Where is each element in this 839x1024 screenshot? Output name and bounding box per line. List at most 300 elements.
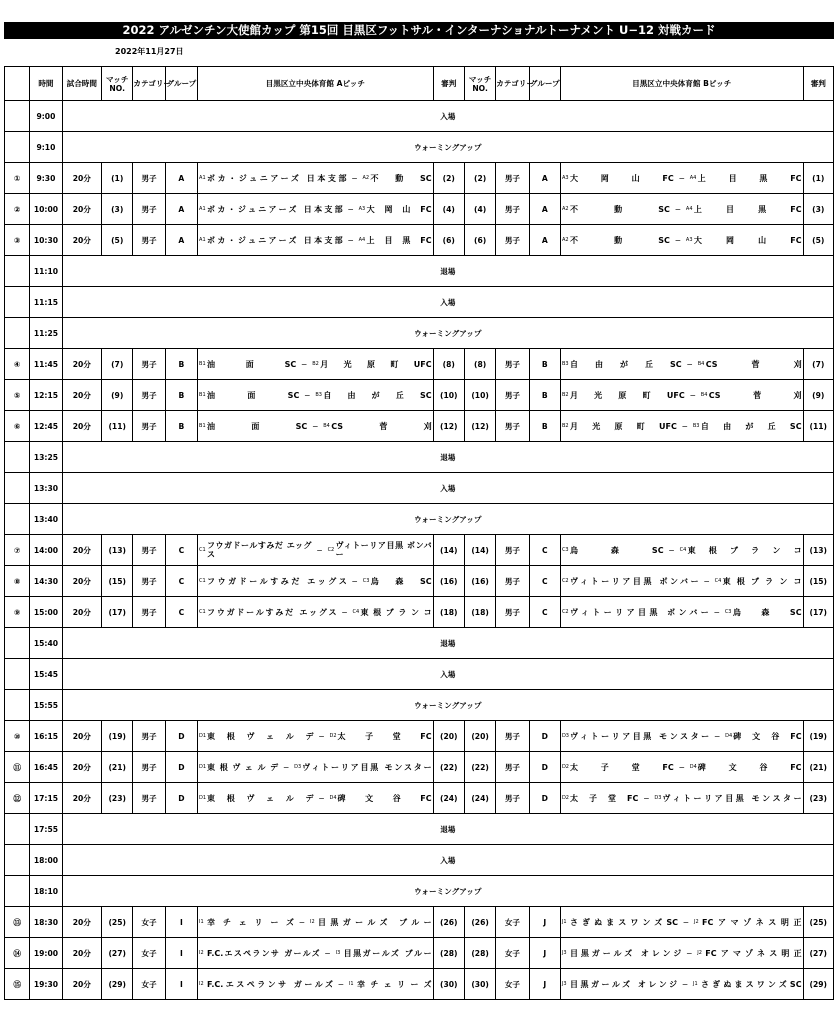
- pairing-b: [560, 907, 803, 938]
- pairing-b-content: [561, 721, 803, 751]
- group-a: A: [165, 225, 197, 256]
- header-referee-b: 審判: [803, 67, 833, 101]
- category-a: 女子: [133, 969, 165, 1000]
- pairing-b-content: [561, 349, 803, 379]
- team-code: D1: [199, 795, 207, 801]
- pairing-a: [198, 194, 434, 225]
- row-time: 15:45: [30, 659, 62, 690]
- row-number: ⑬: [5, 907, 30, 938]
- referee-a: (4): [433, 194, 464, 225]
- row-time: 18:10: [30, 876, 62, 907]
- category-a: 男子: [133, 721, 165, 752]
- versus-dash: −: [301, 359, 308, 369]
- row-number: [5, 473, 30, 504]
- team-code: C2: [327, 547, 335, 553]
- pairing-a: [198, 783, 434, 814]
- category-a: 男子: [133, 380, 165, 411]
- group-b: A: [529, 225, 560, 256]
- row-time: 17:55: [30, 814, 62, 845]
- versus-dash: −: [713, 731, 721, 741]
- away-team: 大岡山FC: [366, 204, 432, 214]
- match-no-a: (7): [102, 349, 133, 380]
- team-code: A3: [561, 175, 569, 181]
- home-team: 目黒ガールズ オレンジ: [569, 948, 682, 958]
- event-label: 退場: [62, 628, 833, 659]
- group-b: C: [529, 597, 560, 628]
- referee-b: (21): [803, 752, 833, 783]
- pairing-a: [198, 597, 434, 628]
- match-no-a: (21): [102, 752, 133, 783]
- event-label: 入場: [62, 845, 833, 876]
- referee-a: (24): [433, 783, 464, 814]
- referee-b: (1): [803, 163, 833, 194]
- row-time: 16:15: [30, 721, 62, 752]
- match-row: [5, 566, 834, 597]
- home-team: さぎぬまスワンズSC: [569, 917, 678, 927]
- category-b: 男子: [496, 721, 529, 752]
- home-team: ヴィトーリア目黒 ボンバー: [569, 576, 699, 586]
- category-b: 女子: [496, 907, 529, 938]
- category-b: 男子: [496, 163, 529, 194]
- match-duration: 20分: [62, 783, 101, 814]
- match-duration: 20分: [62, 721, 101, 752]
- team-code: C1: [199, 578, 206, 584]
- pairing-a-content: [198, 349, 433, 379]
- row-number: [5, 442, 30, 473]
- team-code: J1: [693, 981, 698, 987]
- team-code: C4: [714, 578, 722, 584]
- team-code: C1: [199, 609, 206, 615]
- referee-a: (14): [433, 535, 464, 566]
- match-duration: 20分: [62, 938, 101, 969]
- event-label: ウォーミングアップ: [62, 318, 833, 349]
- event-label: 退場: [62, 814, 833, 845]
- group-a: I: [165, 907, 197, 938]
- referee-b: (9): [803, 380, 833, 411]
- team-code: C2: [561, 578, 569, 584]
- pairing-b: [560, 969, 803, 1000]
- group-b: B: [529, 380, 560, 411]
- team-code: C3: [724, 609, 732, 615]
- match-no-a: (1): [102, 163, 133, 194]
- group-b: D: [529, 752, 560, 783]
- team-code: A1: [199, 237, 206, 243]
- pairing-b-content: [561, 597, 803, 627]
- team-code: B1: [199, 392, 206, 398]
- away-team: ヴィトーリア目黒 モンスター: [662, 793, 802, 803]
- team-code: C2: [561, 609, 569, 615]
- match-no-b: (24): [464, 783, 495, 814]
- pairing-b: [560, 566, 803, 597]
- pairing-b-content: [561, 752, 803, 782]
- referee-b: (17): [803, 597, 833, 628]
- away-team: 上目黒FC: [697, 173, 802, 183]
- row-number: [5, 504, 30, 535]
- versus-dash: −: [347, 204, 354, 214]
- home-team: 月光原町UFC: [569, 390, 685, 400]
- home-team: 不動SC: [569, 204, 670, 214]
- pairing-b: [560, 349, 803, 380]
- home-team: 幸チェリーズ: [207, 917, 294, 927]
- category-a: 男子: [133, 597, 165, 628]
- group-a: B: [165, 349, 197, 380]
- pairing-a-content: [198, 907, 433, 937]
- event-label: 退場: [62, 442, 833, 473]
- referee-b: (15): [803, 566, 833, 597]
- away-team: 烏森SC: [370, 576, 432, 586]
- row-number: [5, 318, 30, 349]
- versus-dash: −: [324, 948, 331, 958]
- versus-dash: −: [643, 793, 650, 803]
- team-code: A1: [199, 206, 206, 212]
- away-team: 月光原町UFC: [320, 359, 432, 369]
- pairing-b-content: [561, 566, 803, 596]
- event-label: 入場: [62, 101, 833, 132]
- pairing-a-content: [198, 163, 433, 193]
- team-code: D3: [654, 795, 662, 801]
- away-team: CS菅刈: [708, 390, 802, 400]
- row-number: ①: [5, 163, 30, 194]
- versus-dash: −: [318, 731, 325, 741]
- header-match-no-b: マッチ NO.: [464, 67, 495, 101]
- team-code: C3: [362, 578, 370, 584]
- team-code: B4: [700, 392, 708, 398]
- pairing-b-content: [561, 938, 803, 968]
- match-row: [5, 225, 834, 256]
- row-time: 13:25: [30, 442, 62, 473]
- referee-a: (12): [433, 411, 464, 442]
- match-no-a: (25): [102, 907, 133, 938]
- match-no-b: (28): [464, 938, 495, 969]
- row-number: ⑤: [5, 380, 30, 411]
- home-team: F.C.エスペランサ ガールズ: [207, 979, 333, 989]
- versus-dash: −: [316, 545, 323, 555]
- versus-dash: −: [678, 173, 685, 183]
- row-time: 9:30: [30, 163, 62, 194]
- event-label: 入場: [62, 473, 833, 504]
- event-row: [5, 845, 834, 876]
- pairing-a: [198, 907, 434, 938]
- group-a: A: [165, 194, 197, 225]
- row-time: 9:00: [30, 101, 62, 132]
- pairing-a: [198, 535, 434, 566]
- match-row: [5, 535, 834, 566]
- away-team: CS菅刈: [705, 359, 802, 369]
- team-code: B2: [561, 392, 569, 398]
- versus-dash: −: [304, 390, 311, 400]
- match-no-b: (2): [464, 163, 495, 194]
- pairing-a: [198, 225, 434, 256]
- referee-b: (7): [803, 349, 833, 380]
- home-team: 烏森SC: [569, 545, 664, 555]
- event-row: [5, 628, 834, 659]
- referee-b: (3): [803, 194, 833, 225]
- versus-dash: −: [298, 917, 306, 927]
- pairing-a-content: [198, 380, 433, 410]
- category-b: 女子: [496, 938, 529, 969]
- team-code: A2: [561, 206, 569, 212]
- referee-b: (29): [803, 969, 833, 1000]
- event-row: [5, 101, 834, 132]
- pairing-a-content: [198, 597, 433, 627]
- team-code: A4: [358, 237, 366, 243]
- team-code: B3: [692, 423, 700, 429]
- category-a: 男子: [133, 411, 165, 442]
- match-duration: 20分: [62, 163, 101, 194]
- referee-b: (11): [803, 411, 833, 442]
- category-a: 男子: [133, 194, 165, 225]
- match-duration: 20分: [62, 380, 101, 411]
- team-code: D3: [561, 733, 569, 739]
- away-team: 不動SC: [370, 173, 432, 183]
- event-row: [5, 473, 834, 504]
- home-team: 油面SC: [207, 390, 300, 400]
- match-no-b: (20): [464, 721, 495, 752]
- row-number: [5, 101, 30, 132]
- row-time: 11:45: [30, 349, 62, 380]
- event-row: [5, 876, 834, 907]
- versus-dash: −: [681, 421, 689, 431]
- match-duration: 20分: [62, 349, 101, 380]
- match-no-a: (15): [102, 566, 133, 597]
- away-team: 上目黒FC: [366, 235, 432, 245]
- row-number: ②: [5, 194, 30, 225]
- referee-b: (19): [803, 721, 833, 752]
- away-team: 幸チェリーズ: [356, 979, 432, 989]
- team-code: J1: [561, 919, 567, 925]
- match-duration: 20分: [62, 566, 101, 597]
- group-b: J: [529, 938, 560, 969]
- pairing-b: [560, 225, 803, 256]
- away-team: 自由が丘SC: [700, 421, 802, 431]
- row-time: 11:15: [30, 287, 62, 318]
- home-team: ヴィトーリア目黒 ボンバー: [569, 607, 709, 617]
- team-code: B2: [561, 423, 569, 429]
- category-a: 女子: [133, 938, 165, 969]
- header-blank: [5, 67, 30, 101]
- away-team: FCアマゾネス明正: [701, 917, 802, 927]
- pairing-b: [560, 783, 803, 814]
- away-team: 烏森SC: [732, 607, 802, 617]
- versus-dash: −: [282, 762, 290, 772]
- home-team: 目黒ガールズ オレンジ: [569, 979, 678, 989]
- referee-a: (16): [433, 566, 464, 597]
- row-time: 12:15: [30, 380, 62, 411]
- group-a: I: [165, 938, 197, 969]
- row-time: 15:55: [30, 690, 62, 721]
- away-team: 碑文谷FC: [697, 762, 802, 772]
- page-title: 2022 アルゼンチン大使館カップ 第15回 目黒区フットサル・インターナショナルトーナメント U−12 対戦カード: [4, 22, 834, 39]
- team-code: D2: [329, 733, 337, 739]
- pairing-b: [560, 163, 803, 194]
- group-a: C: [165, 566, 197, 597]
- referee-a: (26): [433, 907, 464, 938]
- row-number: [5, 256, 30, 287]
- category-a: 男子: [133, 783, 165, 814]
- pairing-a: [198, 411, 434, 442]
- team-code: D3: [294, 764, 302, 770]
- match-row: [5, 349, 834, 380]
- home-team: フウガドールすみだ エッグス: [207, 541, 312, 559]
- category-a: 男子: [133, 535, 165, 566]
- match-no-b: (12): [464, 411, 495, 442]
- team-code: I3: [335, 950, 341, 956]
- team-code: B1: [199, 361, 206, 367]
- row-number: ⑪: [5, 752, 30, 783]
- category-b: 男子: [496, 535, 529, 566]
- team-code: J3: [561, 950, 567, 956]
- team-code: D1: [199, 764, 207, 770]
- referee-a: (18): [433, 597, 464, 628]
- match-row: [5, 752, 834, 783]
- category-b: 男子: [496, 597, 529, 628]
- pairing-b-content: [561, 535, 803, 565]
- match-row: [5, 194, 834, 225]
- home-team: 油面SC: [207, 421, 308, 431]
- pairing-a-content: [198, 938, 433, 968]
- versus-dash: −: [347, 235, 354, 245]
- away-team: CS菅刈: [331, 421, 432, 431]
- match-no-a: (9): [102, 380, 133, 411]
- group-a: D: [165, 752, 197, 783]
- match-no-b: (26): [464, 907, 495, 938]
- referee-a: (30): [433, 969, 464, 1000]
- event-label: ウォーミングアップ: [62, 690, 833, 721]
- versus-dash: −: [341, 607, 348, 617]
- versus-dash: −: [674, 235, 682, 245]
- row-number: [5, 287, 30, 318]
- group-b: J: [529, 907, 560, 938]
- pairing-a-content: [198, 721, 433, 751]
- team-code: B2: [312, 361, 319, 367]
- team-code: I1: [348, 981, 354, 987]
- row-number: ③: [5, 225, 30, 256]
- away-team: 東根ブランコ: [687, 545, 802, 555]
- team-code: A1: [199, 175, 206, 181]
- header-group-b: グループ: [529, 67, 560, 101]
- row-time: 10:00: [30, 194, 62, 225]
- row-number: ⑧: [5, 566, 30, 597]
- row-time: 9:10: [30, 132, 62, 163]
- home-team: 東根ヴェルデ: [207, 793, 314, 803]
- pairing-b-content: [561, 194, 803, 224]
- event-row: [5, 814, 834, 845]
- row-time: 18:30: [30, 907, 62, 938]
- match-no-b: (22): [464, 752, 495, 783]
- home-team: 油面SC: [207, 359, 297, 369]
- row-time: 17:15: [30, 783, 62, 814]
- versus-dash: −: [686, 359, 693, 369]
- pairing-a-content: [198, 535, 433, 565]
- pairing-a-content: [198, 752, 433, 782]
- home-team: ヴィトーリア目黒 モンスター: [569, 731, 710, 741]
- category-b: 男子: [496, 349, 529, 380]
- header-referee-a: 審判: [433, 67, 464, 101]
- referee-b: (5): [803, 225, 833, 256]
- team-code: I2: [199, 981, 204, 987]
- pairing-b-content: [561, 411, 803, 441]
- pairing-b-content: [561, 380, 803, 410]
- match-row: [5, 380, 834, 411]
- pairing-b-content: [561, 907, 803, 937]
- away-team: ヴィトーリア目黒 モンスター: [302, 762, 432, 772]
- pairing-b: [560, 597, 803, 628]
- match-no-b: (18): [464, 597, 495, 628]
- category-a: 男子: [133, 566, 165, 597]
- group-a: I: [165, 969, 197, 1000]
- row-time: 19:30: [30, 969, 62, 1000]
- team-code: B3: [561, 361, 569, 367]
- home-team: 月光原町UFC: [569, 421, 677, 431]
- team-code: J2: [693, 919, 699, 925]
- pairing-b: [560, 752, 803, 783]
- group-b: J: [529, 969, 560, 1000]
- event-label: ウォーミングアップ: [62, 132, 833, 163]
- match-row: [5, 907, 834, 938]
- pairing-b-content: [561, 163, 803, 193]
- home-team: 不動SC: [569, 235, 670, 245]
- event-label: 入場: [62, 659, 833, 690]
- versus-dash: −: [351, 173, 358, 183]
- match-no-b: (6): [464, 225, 495, 256]
- referee-b: (13): [803, 535, 833, 566]
- pairing-b-content: [561, 969, 803, 999]
- team-code: I2: [309, 919, 315, 925]
- away-team: さぎぬまスワンズSC: [701, 979, 802, 989]
- pairing-a: [198, 163, 434, 194]
- versus-dash: −: [351, 576, 358, 586]
- away-team: 東根ブランコ: [722, 576, 802, 586]
- match-row: [5, 597, 834, 628]
- match-no-b: (30): [464, 969, 495, 1000]
- pairing-a: [198, 566, 434, 597]
- referee-a: (22): [433, 752, 464, 783]
- referee-b: (25): [803, 907, 833, 938]
- referee-a: (6): [433, 225, 464, 256]
- team-code: D1: [199, 733, 207, 739]
- header-venue-b: 目黒区立中央体育館 Bピッチ: [560, 67, 803, 101]
- team-code: A2: [561, 237, 569, 243]
- row-time: 13:30: [30, 473, 62, 504]
- row-time: 19:00: [30, 938, 62, 969]
- group-b: C: [529, 535, 560, 566]
- team-code: B3: [315, 392, 322, 398]
- team-code: C4: [352, 609, 360, 615]
- match-no-a: (19): [102, 721, 133, 752]
- away-team: 碑文谷FC: [337, 793, 432, 803]
- away-team: FCアマゾネス明正: [705, 948, 802, 958]
- home-team: フウガドールすみだ エッグス: [207, 607, 337, 617]
- row-number: ⑭: [5, 938, 30, 969]
- pairing-b: [560, 535, 803, 566]
- match-duration: 20分: [62, 535, 101, 566]
- category-b: 男子: [496, 752, 529, 783]
- match-no-a: (23): [102, 783, 133, 814]
- away-team: 東根ブランコ: [360, 607, 432, 617]
- pairing-b: [560, 411, 803, 442]
- event-row: [5, 132, 834, 163]
- header-match-no-a: マッチ NO.: [102, 67, 133, 101]
- team-code: C1: [199, 547, 206, 553]
- row-time: 16:45: [30, 752, 62, 783]
- match-duration: 20分: [62, 907, 101, 938]
- referee-a: (10): [433, 380, 464, 411]
- pairing-b: [560, 194, 803, 225]
- group-a: C: [165, 535, 197, 566]
- match-no-a: (3): [102, 194, 133, 225]
- home-team: ボカ・ジュニアーズ 日本支部: [207, 235, 343, 245]
- row-number: ⑨: [5, 597, 30, 628]
